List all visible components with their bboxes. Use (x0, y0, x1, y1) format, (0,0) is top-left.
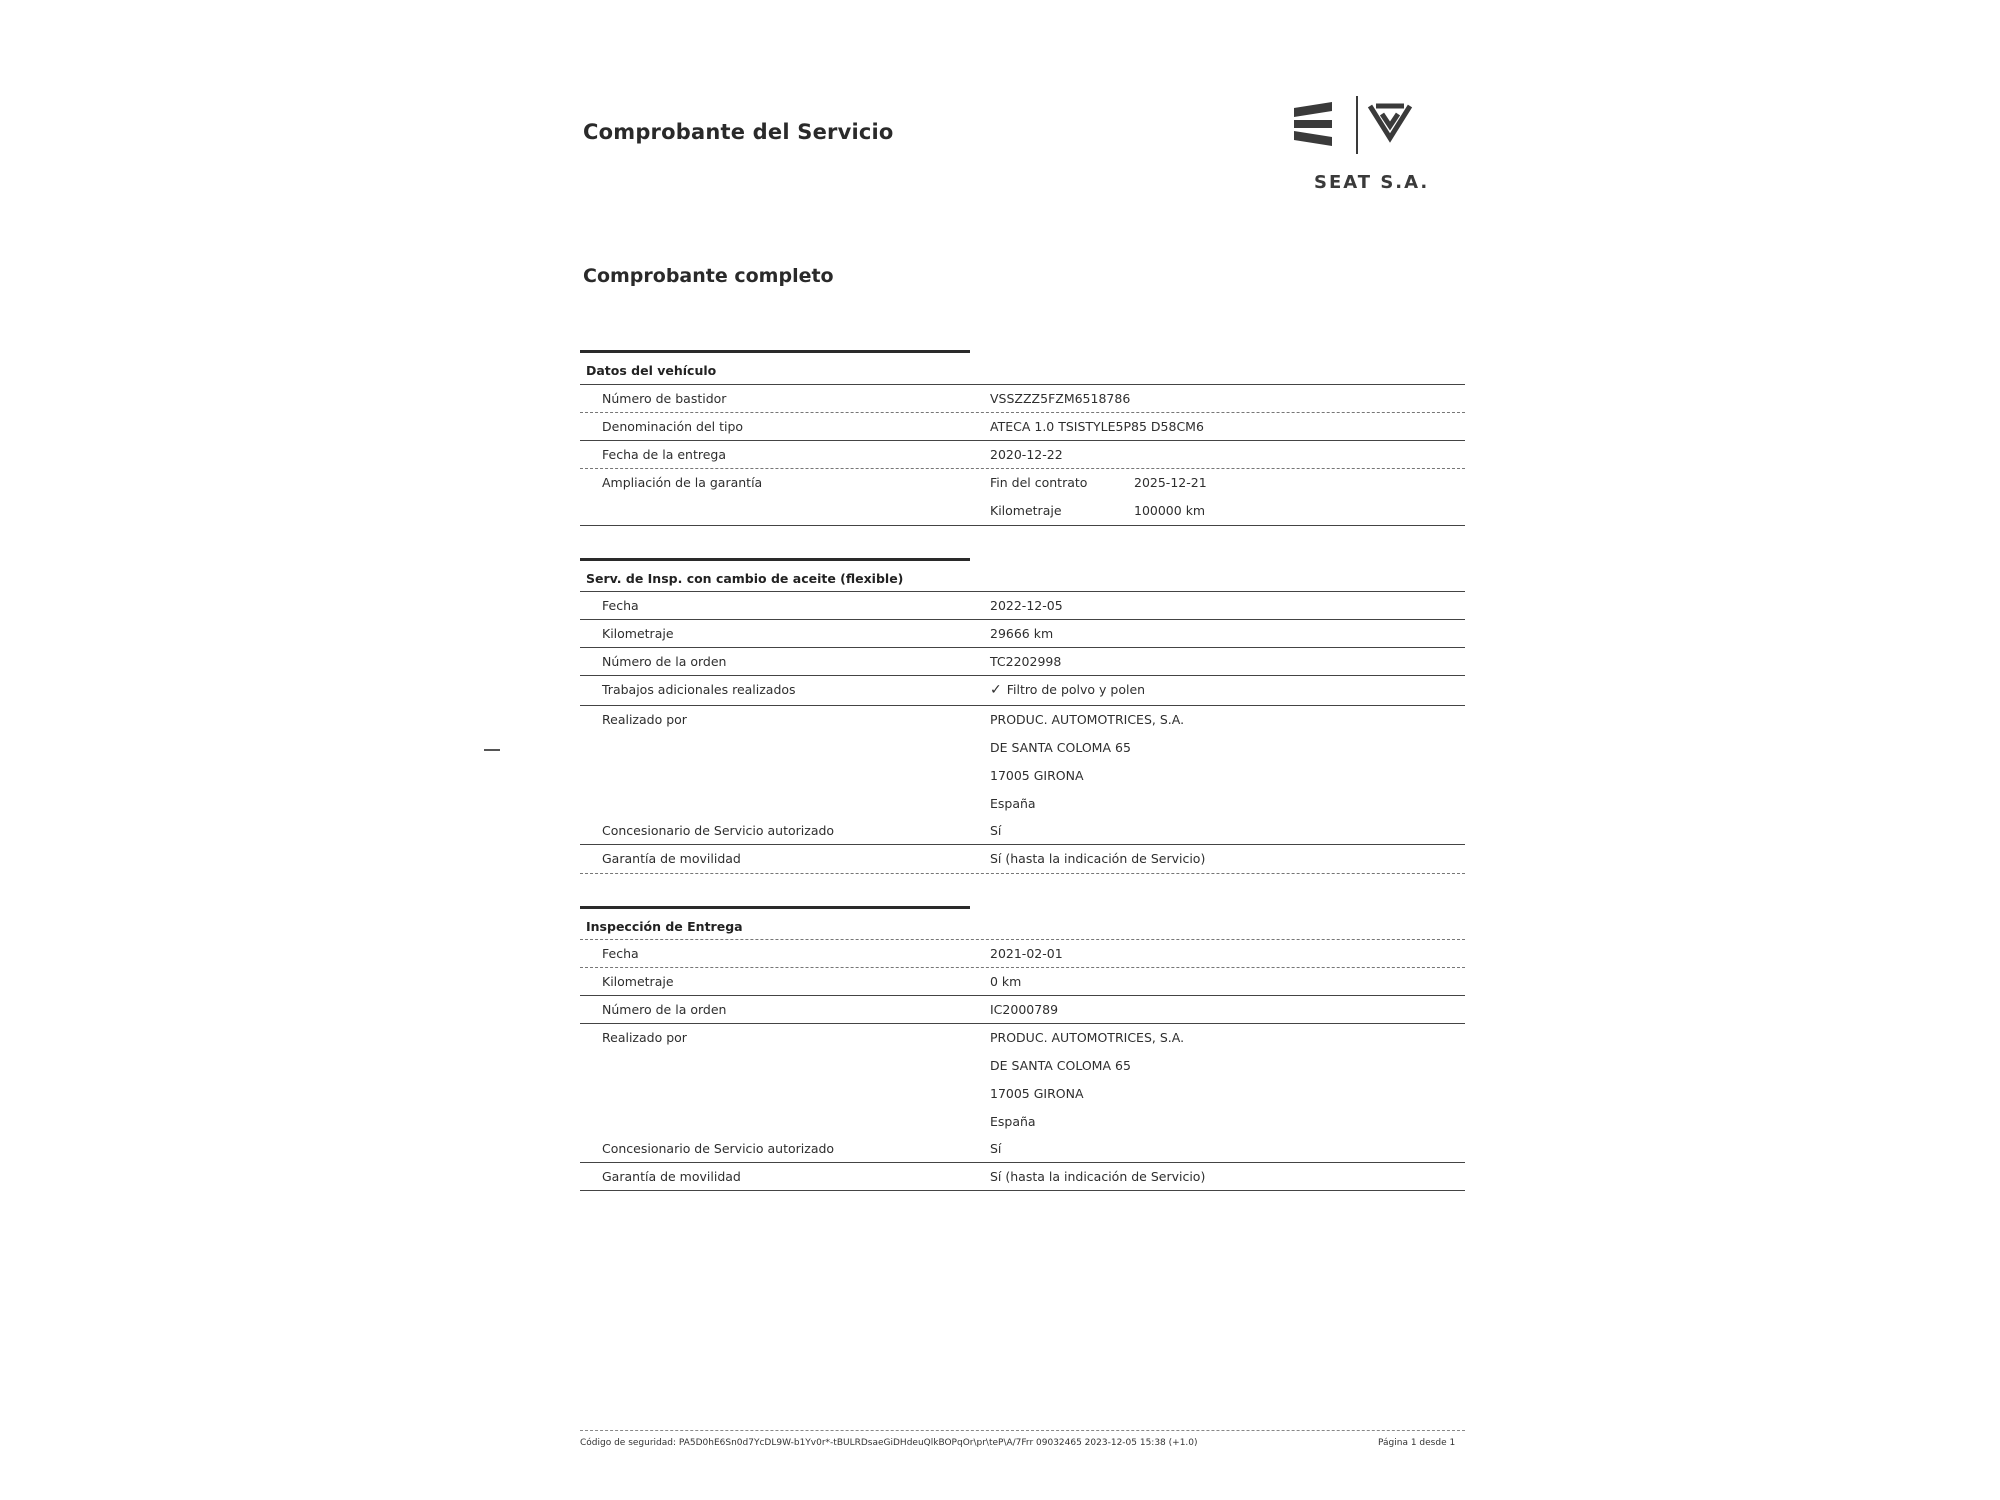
table-row (580, 1107, 1465, 1135)
footer-rule (580, 1430, 1465, 1431)
performed-by-line: DE SANTA COLOMA 65 (990, 1058, 1131, 1073)
table-row (580, 496, 1465, 524)
scan-mark (484, 749, 500, 751)
section-bottom-rule (580, 873, 1465, 874)
service-mileage-label: Kilometraje (602, 626, 674, 641)
delivery-inspection-mileage-value: 0 km (990, 974, 1022, 989)
service-date-label: Fecha (602, 598, 639, 613)
performed-by-line: PRODUC. AUTOMOTRICES, S.A. (990, 712, 1185, 727)
cupra-logo-icon (1370, 106, 1410, 138)
extra-work-label: Trabajos adicionales realizados (602, 682, 796, 697)
delivery-inspection-mileage-label: Kilometraje (602, 974, 674, 989)
extra-work-text: Filtro de polvo y polen (1006, 682, 1146, 697)
table-row (580, 1079, 1465, 1107)
seat-cupra-logo-icon (1290, 92, 1435, 162)
vin-value: VSSZZZ5FZM6518786 (990, 391, 1131, 406)
warranty-mileage-value: 100000 km (1134, 503, 1206, 518)
section-vehicle-data (580, 350, 1465, 530)
section-bottom-rule (580, 1190, 1465, 1191)
performed-by-line: España (990, 1114, 1036, 1129)
contract-end-value: 2025-12-21 (1134, 475, 1207, 490)
table-row (580, 967, 1465, 995)
brand-logo (1290, 92, 1435, 202)
table-row (580, 1162, 1465, 1190)
section-bottom-rule (580, 525, 1465, 526)
table-row (580, 705, 1465, 733)
delivery-inspection-date-label: Fecha (602, 946, 639, 961)
table-row (580, 1051, 1465, 1079)
security-code: Código de seguridad: PA5D0hE6Sn0d7YcDL9W-b1Yv0r*-tBULRDsaeGiDHdeuQlkBOPqOr\pr\teP\A/7Frr 09032465 2023-12-05 15:38 (+1.0) (580, 1438, 1198, 1448)
delivery-inspection-order-label: Número de la orden (602, 1002, 727, 1017)
table-row (580, 1023, 1465, 1051)
mobility-guarantee-label: Garantía de movilidad (602, 851, 741, 866)
seat-logo-icon (1294, 102, 1332, 146)
page-number: Página 1 desde 1 (1378, 1438, 1456, 1448)
brand-name: SEAT S.A. (1314, 172, 1430, 193)
table-row (580, 384, 1465, 412)
document-title: Comprobante del Servicio (583, 120, 894, 144)
document-subtitle: Comprobante completo (583, 265, 834, 287)
table-row (580, 591, 1465, 619)
delivery-inspection-date-value: 2021-02-01 (990, 946, 1063, 961)
authorized-dealer-label: Concesionario de Servicio autorizado (602, 823, 835, 838)
section-delivery-inspection (580, 906, 1465, 1196)
service-mileage-value: 29666 km (990, 626, 1054, 641)
table-row (580, 844, 1465, 872)
performed-by-line: 17005 GIRONA (990, 768, 1084, 783)
warranty-extension-label: Ampliación de la garantía (602, 475, 763, 490)
performed-by-line: 17005 GIRONA (990, 1086, 1084, 1101)
checkmark-icon: ✓ (990, 682, 1002, 698)
table-row (580, 412, 1465, 440)
contract-end-label: Fin del contrato (990, 475, 1088, 490)
table-row (580, 733, 1465, 761)
warranty-mileage-label: Kilometraje (990, 503, 1062, 518)
performed-by-label: Realizado por (602, 712, 687, 727)
table-row (580, 647, 1465, 675)
delivery-inspection-order-value: IC2000789 (990, 1002, 1059, 1017)
section-heading: Inspección de Entrega (586, 919, 743, 934)
section-top-rule (580, 906, 970, 909)
section-top-rule (580, 350, 970, 353)
mobility-guarantee-label: Garantía de movilidad (602, 1169, 741, 1184)
table-row (580, 468, 1465, 496)
performed-by-line: España (990, 796, 1036, 811)
extra-work-value (990, 682, 1145, 698)
table-row (580, 761, 1465, 789)
service-order-label: Número de la orden (602, 654, 727, 669)
delivery-date-value: 2020-12-22 (990, 447, 1063, 462)
type-label: Denominación del tipo (602, 419, 744, 434)
performed-by-label: Realizado por (602, 1030, 687, 1045)
table-row (580, 939, 1465, 967)
delivery-date-label: Fecha de la entrega (602, 447, 726, 462)
section-top-rule (580, 558, 970, 561)
table-row (580, 440, 1465, 468)
section-heading: Datos del vehículo (586, 363, 717, 378)
type-value: ATECA 1.0 TSISTYLE5P85 D58CM6 (990, 419, 1204, 434)
authorized-dealer-label: Concesionario de Servicio autorizado (602, 1141, 835, 1156)
table-row (580, 619, 1465, 647)
performed-by-line: PRODUC. AUTOMOTRICES, S.A. (990, 1030, 1185, 1045)
service-order-value: TC2202998 (990, 654, 1062, 669)
table-row (580, 995, 1465, 1023)
section-service-inspection (580, 558, 1465, 878)
table-row (580, 675, 1465, 703)
mobility-guarantee-value: Sí (hasta la indicación de Servicio) (990, 1169, 1206, 1184)
table-row (580, 816, 1465, 844)
authorized-dealer-value: Sí (990, 1141, 1002, 1156)
mobility-guarantee-value: Sí (hasta la indicación de Servicio) (990, 851, 1206, 866)
table-row (580, 1134, 1465, 1162)
vin-label: Número de bastidor (602, 391, 727, 406)
authorized-dealer-value: Sí (990, 823, 1002, 838)
table-row (580, 789, 1465, 817)
service-date-value: 2022-12-05 (990, 598, 1063, 613)
section-heading: Serv. de Insp. con cambio de aceite (flexible) (586, 571, 904, 586)
performed-by-line: DE SANTA COLOMA 65 (990, 740, 1131, 755)
